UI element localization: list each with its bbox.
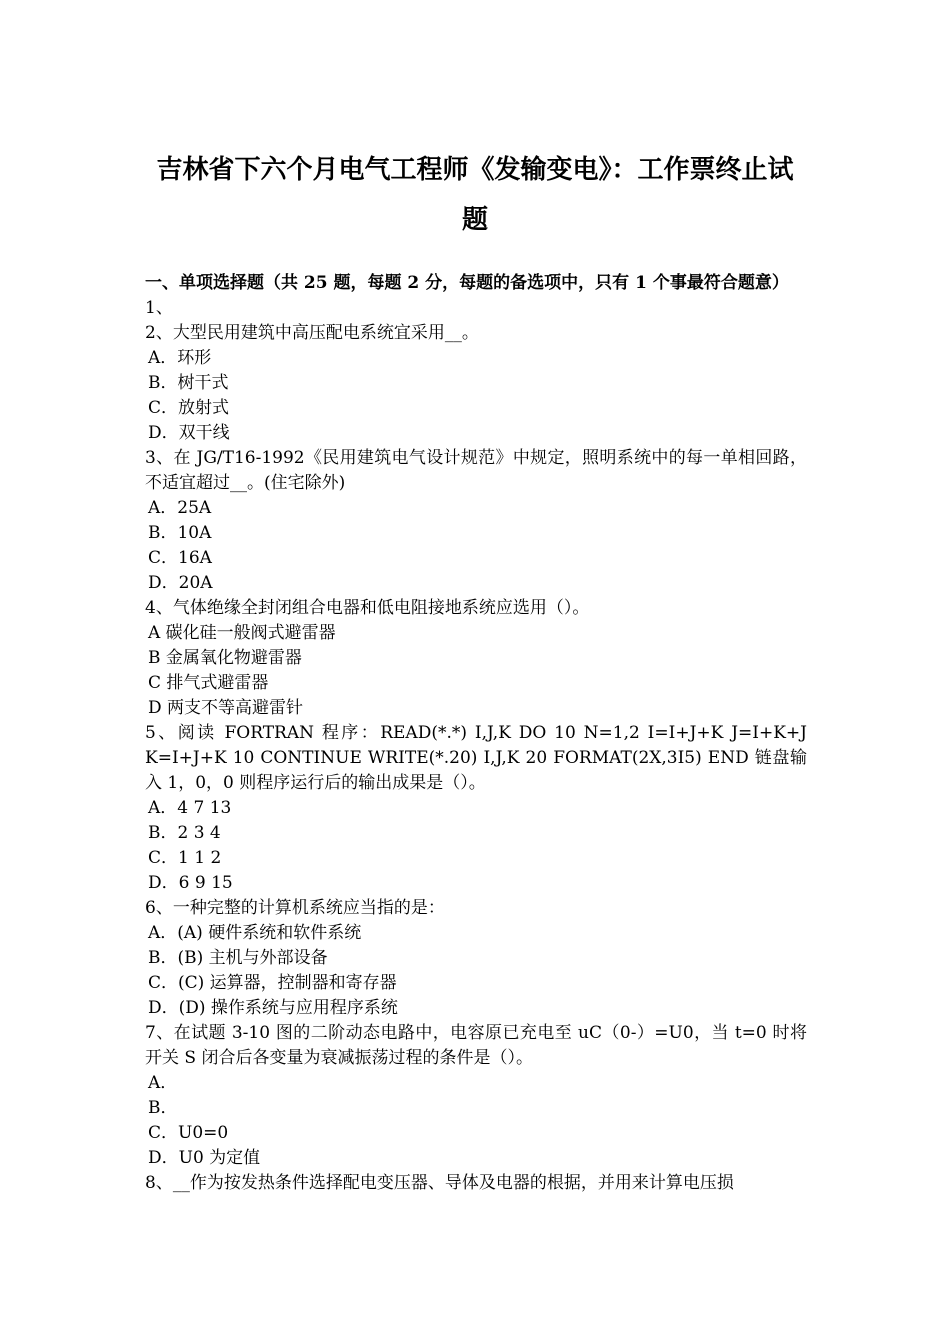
question-4-option-a: A 碳化硅一般阀式避雷器 — [148, 623, 336, 643]
question-2-option-b: B．树干式 — [148, 373, 229, 393]
question-7-option-c: C．U0=0 — [148, 1123, 229, 1143]
question-7-option-d: D．U0 为定值 — [148, 1148, 261, 1168]
question-6-option-c: C．(C) 运算器，控制器和寄存器 — [148, 973, 397, 993]
question-5-option-d: D．6 9 15 — [148, 873, 233, 893]
question-4-option-d: D 两支不等高避雷针 — [148, 698, 304, 718]
document-content — [145, 271, 807, 1196]
question-5-option-c: C．1 1 2 — [148, 848, 222, 868]
question-8: 8、__作为按发热条件选择配电变压器、导体及电器的根据，并用来计算电压损 — [145, 1173, 734, 1193]
question-3-option-a: A．25A — [148, 498, 212, 518]
question-7-option-a: A． — [148, 1073, 178, 1093]
question-1: 1、 — [145, 298, 173, 318]
question-4: 4、气体绝缘全封闭组合电器和低电阻接地系统应选用（）。 — [145, 598, 590, 618]
question-2-option-a: A．环形 — [148, 348, 212, 368]
question-3-option-d: D．20A — [148, 573, 213, 593]
document-title-line-1: 吉林省下六个月电气工程师《发输变电》：工作票终止试 — [156, 155, 794, 185]
question-6-option-a: A．(A) 硬件系统和软件系统 — [148, 923, 362, 943]
question-2-option-d: D．双干线 — [148, 423, 230, 443]
question-3-option-b: B．10A — [148, 523, 212, 543]
question-4-option-c: C 排气式避雷器 — [148, 673, 269, 693]
question-3-option-c: C．16A — [148, 548, 212, 568]
question-2-option-c: C．放射式 — [148, 398, 230, 418]
question-5-option-a: A．4 7 13 — [148, 798, 232, 818]
question-3: 3、在 JG/T16-1992《民用建筑电气设计规范》中规定，照明系统中的每一单相回路，不适宜超过__。(住宅除外) — [145, 448, 807, 493]
question-6-option-d: D．(D) 操作系统与应用程序系统 — [148, 998, 398, 1018]
question-6-option-b: B．(B) 主机与外部设备 — [148, 948, 328, 968]
question-7-option-b: B． — [148, 1098, 178, 1118]
question-7: 7、在试题 3-10 图的二阶动态电路中，电容原已充电至 uC（0-）=U0，当 t=0 时将开关 S 闭合后各变量为衰减振荡过程的条件是（）。 — [145, 1023, 807, 1068]
document-title-line-2: 题 — [461, 205, 488, 235]
question-5-option-b: B．2 3 4 — [148, 823, 221, 843]
question-6: 6、一种完整的计算机系统应当指的是： — [145, 898, 445, 918]
question-4-option-b: B 金属氧化物避雷器 — [148, 648, 302, 668]
section-heading: 一、单项选择题（共 25 题，每题 2 分，每题的备选项中，只有 1 个事最符合题意） — [145, 273, 789, 293]
question-5: 5、阅读 FORTRAN 程序：READ(*.*) I,J,K DO 10 N=1,2 I=I+J+K J=I+K+J K=I+J+K 10 CONTINUE WRITE(*.20) I,J,K 20 FORMAT(2X,3I5) END 链盘输入 1，0，0 则程序运行后的输出成果是（）。 — [145, 723, 807, 793]
question-2: 2、大型民用建筑中高压配电系统宜采用__。 — [145, 323, 479, 343]
